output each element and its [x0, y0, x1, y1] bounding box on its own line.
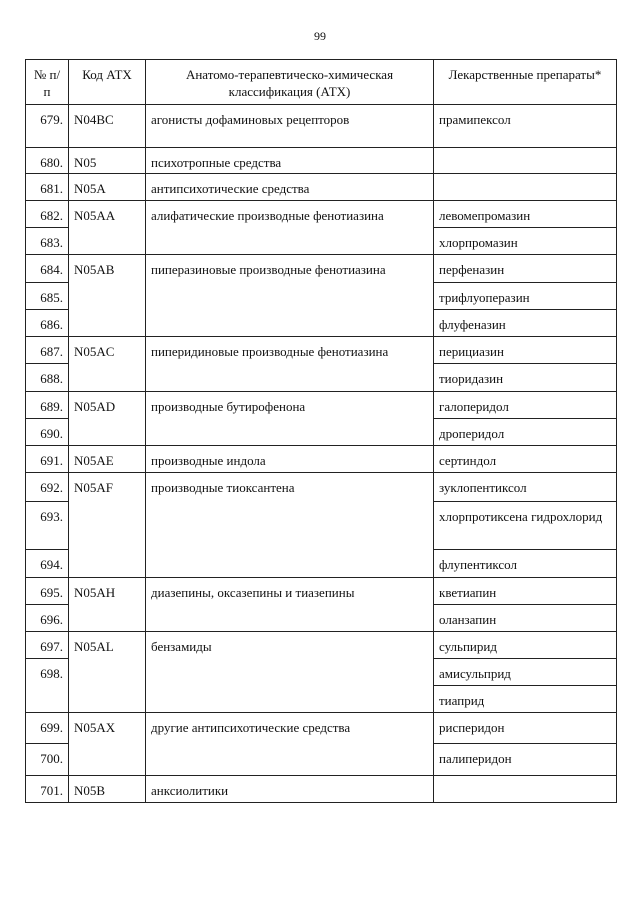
row-atc: производные тиоксантена: [146, 473, 434, 578]
row-drug: зуклопентиксол: [434, 473, 617, 502]
table-row: [26, 201, 617, 228]
row-num: 694.: [26, 550, 69, 578]
row-num: 698.: [26, 659, 69, 713]
row-num: 683.: [26, 228, 69, 255]
row-num: 682.: [26, 201, 69, 228]
row-atc: анксиолитики: [146, 776, 434, 803]
row-code: N05AD: [69, 392, 146, 446]
row-drug: флуфеназин: [434, 310, 617, 337]
header-code: Код АТХ: [69, 60, 146, 105]
header-num: № п/п: [26, 60, 69, 105]
row-drug: перфеназин: [434, 255, 617, 283]
row-atc: производные бутирофенона: [146, 392, 434, 446]
row-code: N05A: [69, 174, 146, 201]
row-num: 701.: [26, 776, 69, 803]
row-atc: диазепины, оксазепины и тиазепины: [146, 578, 434, 632]
row-drug: тиоридазин: [434, 364, 617, 392]
table-row: [26, 105, 617, 148]
row-drug: хлорпромазин: [434, 228, 617, 255]
row-num: 691.: [26, 446, 69, 473]
header-drugs: Лекарственные препараты*: [434, 60, 617, 105]
row-num: 680.: [26, 148, 69, 174]
row-num: 685.: [26, 283, 69, 310]
row-code: N05B: [69, 776, 146, 803]
table-row: [26, 174, 617, 201]
row-code: N05AE: [69, 446, 146, 473]
row-num: 695.: [26, 578, 69, 605]
row-num: 692.: [26, 473, 69, 502]
row-drug: оланзапин: [434, 605, 617, 632]
row-drug: амисульприд: [434, 659, 617, 686]
table-row: [26, 446, 617, 473]
row-code: N05AH: [69, 578, 146, 632]
table-row: [26, 473, 617, 502]
row-drug: палиперидон: [434, 744, 617, 776]
row-drug: [434, 148, 617, 174]
row-drug: сульпирид: [434, 632, 617, 659]
row-drug: рисперидон: [434, 713, 617, 744]
row-drug: трифлуоперазин: [434, 283, 617, 310]
table-row: [26, 776, 617, 803]
row-num: 687.: [26, 337, 69, 364]
row-code: N05AC: [69, 337, 146, 392]
row-num: 690.: [26, 419, 69, 446]
row-atc: производные индола: [146, 446, 434, 473]
row-drug: галоперидол: [434, 392, 617, 419]
table-row: [26, 578, 617, 605]
row-code: N04BC: [69, 105, 146, 148]
table-row: [26, 632, 617, 659]
row-atc: психотропные средства: [146, 148, 434, 174]
row-atc: пиперидиновые производные фенотиазина: [146, 337, 434, 392]
row-code: N05AX: [69, 713, 146, 776]
row-atc: антипсихотические средства: [146, 174, 434, 201]
row-drug: тиаприд: [434, 686, 617, 713]
row-num: 693.: [26, 502, 69, 550]
row-code: N05AF: [69, 473, 146, 578]
row-num: 686.: [26, 310, 69, 337]
row-drug: дроперидол: [434, 419, 617, 446]
row-drug: перициазин: [434, 337, 617, 364]
row-drug: прамипексол: [434, 105, 617, 148]
row-atc: другие антипсихотические средства: [146, 713, 434, 776]
row-atc: бензамиды: [146, 632, 434, 713]
row-code: N05: [69, 148, 146, 174]
row-atc: пиперазиновые производные фенотиазина: [146, 255, 434, 337]
row-num: 699.: [26, 713, 69, 744]
row-num: 679.: [26, 105, 69, 148]
table-header-row: [26, 60, 617, 105]
row-code: N05AB: [69, 255, 146, 337]
table-row: [26, 148, 617, 174]
row-code: N05AL: [69, 632, 146, 713]
row-num: 688.: [26, 364, 69, 392]
row-code: N05AA: [69, 201, 146, 255]
row-num: 700.: [26, 744, 69, 776]
atc-drug-table: [25, 59, 617, 803]
row-num: 697.: [26, 632, 69, 659]
row-drug: хлорпротиксена гидрохлорид: [434, 502, 617, 550]
header-atc: Анатомо-терапевтическо-химическая классификация (АТХ): [146, 60, 434, 105]
row-drug: [434, 776, 617, 803]
row-drug: сертиндол: [434, 446, 617, 473]
row-num: 684.: [26, 255, 69, 283]
row-atc: агонисты дофаминовых рецепторов: [146, 105, 434, 148]
row-num: 689.: [26, 392, 69, 419]
page-number: 99: [314, 29, 326, 43]
row-num: 696.: [26, 605, 69, 632]
row-atc: алифатические производные фенотиазина: [146, 201, 434, 255]
table-row: [26, 255, 617, 283]
table-row: [26, 337, 617, 364]
row-drug: [434, 174, 617, 201]
row-num: 681.: [26, 174, 69, 201]
row-drug: левомепромазин: [434, 201, 617, 228]
row-drug: кветиапин: [434, 578, 617, 605]
table-row: [26, 713, 617, 744]
row-drug: флупентиксол: [434, 550, 617, 578]
table-row: [26, 392, 617, 419]
